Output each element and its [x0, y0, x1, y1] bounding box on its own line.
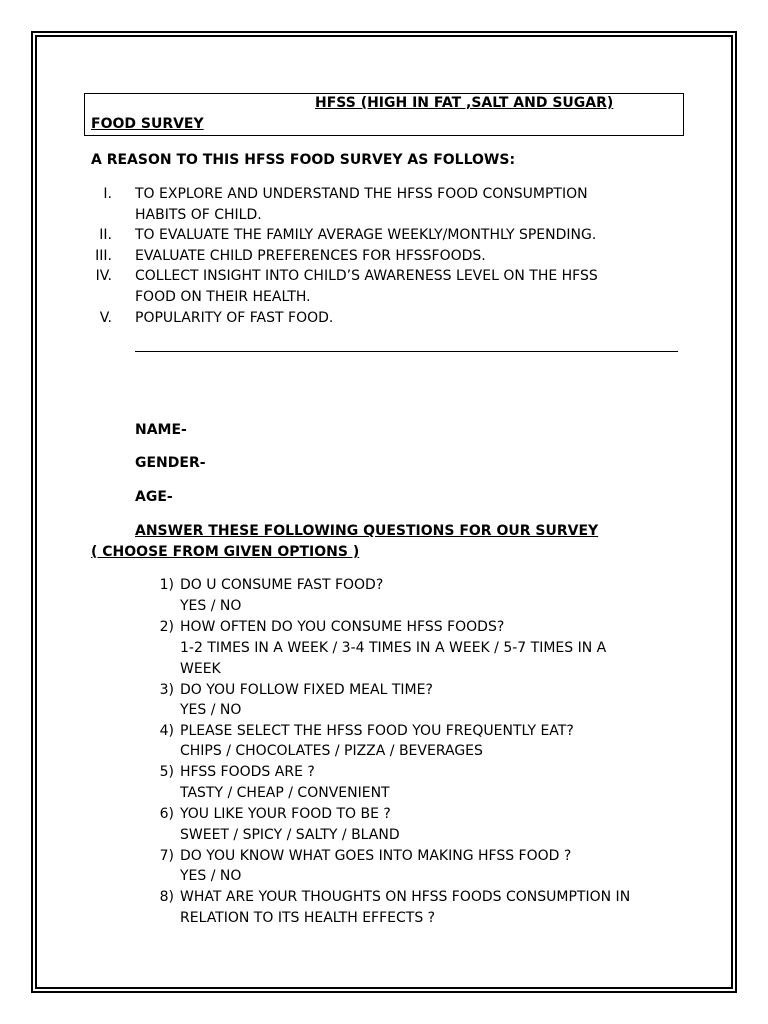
title-line-1: HFSS (HIGH IN FAT ,SALT AND SUGAR) — [315, 95, 614, 111]
question-text: RELATION TO ITS HEALTH EFFECTS ? — [180, 910, 436, 926]
question-text: YOU LIKE YOUR FOOD TO BE ? — [180, 806, 391, 822]
question-options: TASTY / CHEAP / CONVENIENT — [180, 785, 390, 801]
reason-number: V. — [99, 310, 112, 326]
reasons-heading: A REASON TO THIS HFSS FOOD SURVEY AS FOLLOWS: — [91, 152, 516, 168]
question-options: CHIPS / CHOCOLATES / PIZZA / BEVERAGES — [180, 743, 483, 759]
name-field-label: NAME- — [135, 422, 187, 438]
reason-text: COLLECT INSIGHT INTO CHILD’S AWARENESS LEVEL ON THE HFSS — [135, 268, 598, 284]
divider-line — [135, 351, 678, 352]
reason-text: FOOD ON THEIR HEALTH. — [135, 289, 311, 305]
question-text: PLEASE SELECT THE HFSS FOOD YOU FREQUENTLY EAT? — [180, 723, 574, 739]
instructions-line-2: ( CHOOSE FROM GIVEN OPTIONS ) — [91, 544, 360, 560]
title-line-2: FOOD SURVEY — [91, 116, 204, 132]
question-text: DO YOU FOLLOW FIXED MEAL TIME? — [180, 682, 433, 698]
question-text: HFSS FOODS ARE ? — [180, 764, 315, 780]
question-number: 8) — [159, 889, 174, 905]
question-number: 3) — [159, 682, 174, 698]
reason-text: TO EXPLORE AND UNDERSTAND THE HFSS FOOD CONSUMPTION — [135, 186, 588, 202]
question-text: HOW OFTEN DO YOU CONSUME HFSS FOODS? — [180, 619, 505, 635]
age-field-label: AGE- — [135, 489, 173, 505]
question-number: 4) — [159, 723, 174, 739]
gender-field-label: GENDER- — [135, 455, 206, 471]
reason-text: POPULARITY OF FAST FOOD. — [135, 310, 334, 326]
question-options: 1-2 TIMES IN A WEEK / 3-4 TIMES IN A WEEK / 5-7 TIMES IN A — [180, 640, 607, 656]
question-number: 1) — [159, 577, 174, 593]
question-options: WEEK — [180, 661, 221, 677]
reason-text: EVALUATE CHILD PREFERENCES FOR HFSSFOODS. — [135, 248, 486, 264]
reason-number: I. — [103, 186, 112, 202]
question-text: DO U CONSUME FAST FOOD? — [180, 577, 384, 593]
reason-number: II. — [99, 227, 112, 243]
reason-text: HABITS OF CHILD. — [135, 207, 262, 223]
reason-number: III. — [95, 248, 112, 264]
reason-text: TO EVALUATE THE FAMILY AVERAGE WEEKLY/MONTHLY SPENDING. — [135, 227, 597, 243]
question-number: 7) — [159, 848, 174, 864]
question-number: 2) — [159, 619, 174, 635]
question-number: 5) — [159, 764, 174, 780]
question-options: YES / NO — [180, 598, 242, 614]
instructions-line-1: ANSWER THESE FOLLOWING QUESTIONS FOR OUR SURVEY — [135, 523, 599, 539]
question-number: 6) — [159, 806, 174, 822]
question-options: YES / NO — [180, 702, 242, 718]
question-options: SWEET / SPICY / SALTY / BLAND — [180, 827, 400, 843]
reason-number: IV. — [95, 268, 112, 284]
question-text: DO YOU KNOW WHAT GOES INTO MAKING HFSS FOOD ? — [180, 848, 572, 864]
question-text: WHAT ARE YOUR THOUGHTS ON HFSS FOODS CONSUMPTION IN — [180, 889, 631, 905]
question-options: YES / NO — [180, 868, 242, 884]
